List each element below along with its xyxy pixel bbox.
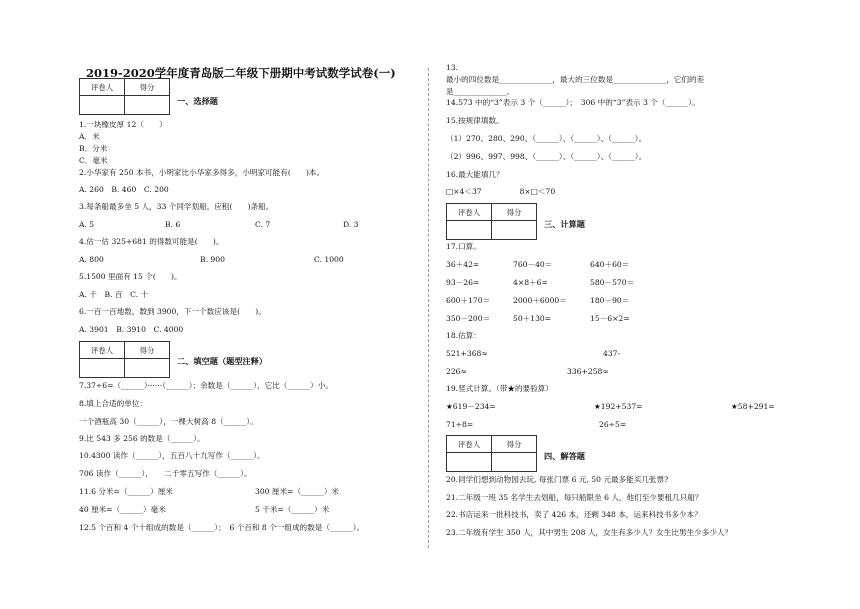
score-header: 得分 — [492, 436, 537, 453]
question-8-line: 一个酒瓶高 30（______），一棵大树高 8（______）。 — [79, 417, 258, 426]
oral-item: 600＋170＝ — [446, 296, 491, 305]
q4-option-c: C. 1000 — [314, 255, 344, 264]
q3-option-b: B. 6 — [165, 220, 181, 229]
estimate-item: 521+368≈ — [446, 349, 488, 358]
question-11-a: 11.6 分米=（______）厘米 — [79, 487, 174, 496]
section-answer-heading: 四、解答题 — [544, 451, 585, 461]
question-13-line-2: 是______________。 — [446, 87, 515, 96]
vertical-calc-item: 26÷5= — [599, 420, 627, 429]
q3-option-c: C. 7 — [255, 220, 271, 229]
score-header: 得分 — [125, 79, 170, 96]
section-calc-heading: 三、计算题 — [544, 219, 585, 229]
grader-cell[interactable] — [80, 96, 125, 115]
q4-option-a: A. 800 — [79, 255, 104, 264]
section-choice-heading: 一、选择题 — [177, 96, 218, 106]
exam-title: 2019-2020学年度青岛版二年级下册期中考试数学试卷(一) — [86, 66, 396, 80]
question-12: 12.5 个百和 4 个十组成的数是（______）； 6 个百和 8 个一组成的数是（______）。 — [79, 523, 365, 532]
oral-item: 760－40＝ — [513, 260, 553, 269]
question-10-line: 706 读作（______）， 二千零五写作（______）。 — [79, 469, 252, 478]
question-11-b: 300 厘米=（______）米 — [255, 487, 340, 496]
question-18: 18.估算： — [446, 331, 481, 340]
question-23: 23.二年级有学生 350 人，其中男生 208 人，女生有多少人？女生比男生少多少人？ — [446, 528, 733, 537]
grader-cell[interactable] — [447, 221, 492, 240]
question-8: 8.填上合适的单位： — [79, 399, 147, 408]
score-cell[interactable] — [492, 221, 537, 240]
q3-option-a: A. 5 — [79, 220, 95, 229]
oral-item: 180－90＝ — [590, 296, 630, 305]
column-divider — [428, 68, 429, 548]
oral-item: 36＋42= — [446, 260, 480, 269]
q5-options: A. 千 B. 百 C. 十 — [79, 290, 149, 299]
question-15-1: （1）270、280、290、（______）、（______）、（______）。 — [446, 134, 647, 143]
question-15: 15.按规律填数。 — [446, 116, 504, 125]
question-9: 9.比 543 多 256 的数是（______）。 — [79, 434, 205, 443]
q1-option-a: A．米 — [79, 132, 100, 141]
question-16-line: □×4＜37 8×□＜70 — [446, 187, 556, 196]
oral-item: 2000＋6000＝ — [513, 296, 567, 305]
q1-option-b: B．分米 — [79, 144, 108, 153]
question-14: 14.573 中的“3”表示 3 个（______）； 306 中的“3”表示 3 个（______）。 — [446, 98, 700, 107]
oral-item: 50＋130= — [513, 314, 552, 323]
estimate-item: 226≈ — [446, 367, 467, 376]
oral-item: 15－6×2= — [590, 314, 630, 323]
question-19: 19.竖式计算。（带★的要验算） — [446, 384, 553, 393]
question-20: 20.同学们想到动物园去玩, 每张门票 6 元, 50 元最多能买几张票? — [446, 475, 669, 484]
section-fill-heading: 二、填空题（题型注释） — [177, 356, 268, 366]
score-table-3 — [446, 203, 537, 240]
oral-item: 350－200＝ — [446, 314, 491, 323]
q1-option-c: C．毫米 — [79, 156, 108, 165]
question-10: 10.4300 读作（______），五百八十九写作（______）。 — [79, 451, 265, 460]
oral-item: 93－26= — [446, 278, 480, 287]
vertical-calc-item: 71÷8= — [446, 420, 474, 429]
score-table-1 — [79, 78, 170, 115]
score-header: 得分 — [492, 204, 537, 221]
q4-option-b: B. 900 — [200, 255, 225, 264]
question-2: 2.小华家有 250 本书，小明家比小华家多得多，小明家可能有( )本。 — [79, 168, 325, 177]
score-header: 得分 — [125, 342, 170, 359]
question-13: 13. — [446, 63, 459, 72]
grader-cell[interactable] — [80, 359, 125, 378]
oral-item: 640＋60＝ — [590, 260, 630, 269]
question-16: 16.最大能填几？ — [446, 170, 504, 179]
question-17: 17.口算。 — [446, 242, 481, 251]
question-11-c: 40 厘米=（______）毫米 — [79, 505, 166, 514]
score-cell[interactable] — [492, 453, 537, 472]
question-7: 7.37÷6=（______）······（______）；余数是（______），它比（______）小。 — [79, 381, 333, 390]
q6-options: A. 3901 B. 3910 C. 4000 — [79, 325, 184, 334]
q3-option-d: D. 3 — [343, 220, 359, 229]
question-6: 6.一百一百地数，数到 3900，下一个数应该是( )。 — [79, 307, 266, 316]
grader-header: 评卷人 — [447, 204, 492, 221]
score-table-2 — [79, 341, 170, 378]
score-cell[interactable] — [125, 359, 170, 378]
grader-header: 评卷人 — [80, 79, 125, 96]
score-cell[interactable] — [125, 96, 170, 115]
question-3: 3.每条船最多坐 5 人，33 个同学划船，应租( )条船。 — [79, 202, 274, 211]
question-4: 4.估一估 325+681 的得数可能是( )。 — [79, 237, 224, 246]
question-22: 22.书店运来一批科技书，卖了 426 本，还剩 348 本，运来科技书多少本？ — [446, 510, 702, 519]
question-11-d: 5 千米=（______）米 — [255, 505, 330, 514]
estimate-item: 336+258≈ — [567, 367, 609, 376]
question-5: 5.1500 里面有 15 个( )。 — [79, 272, 182, 281]
vertical-calc-item: ★619－234= — [446, 402, 496, 411]
question-1: 1.一块橡皮厚 12（ ） — [79, 120, 167, 129]
grader-cell[interactable] — [447, 453, 492, 472]
oral-item: 4×8＋6= — [513, 278, 548, 287]
vertical-calc-item: ★58+291= — [731, 402, 775, 411]
vertical-calc-item: ★192+537= — [594, 402, 643, 411]
grader-header: 评卷人 — [80, 342, 125, 359]
estimate-item: 437- — [603, 349, 621, 358]
question-21: 21.二年级一班 35 名学生去划船，每只船限坐 6 人，他们至少要租几只船？ — [446, 493, 703, 502]
q2-options: A. 260 B. 460 C. 200 — [79, 185, 169, 194]
oral-item: 580－570＝ — [590, 278, 635, 287]
question-13-line: 最小的四位数是______________，最大的三位数是______________，它们的差 — [446, 75, 705, 84]
score-table-4 — [446, 435, 537, 472]
grader-header: 评卷人 — [447, 436, 492, 453]
question-15-2: （2）996、997、998、（______）、（______）、（______）。 — [446, 152, 647, 161]
